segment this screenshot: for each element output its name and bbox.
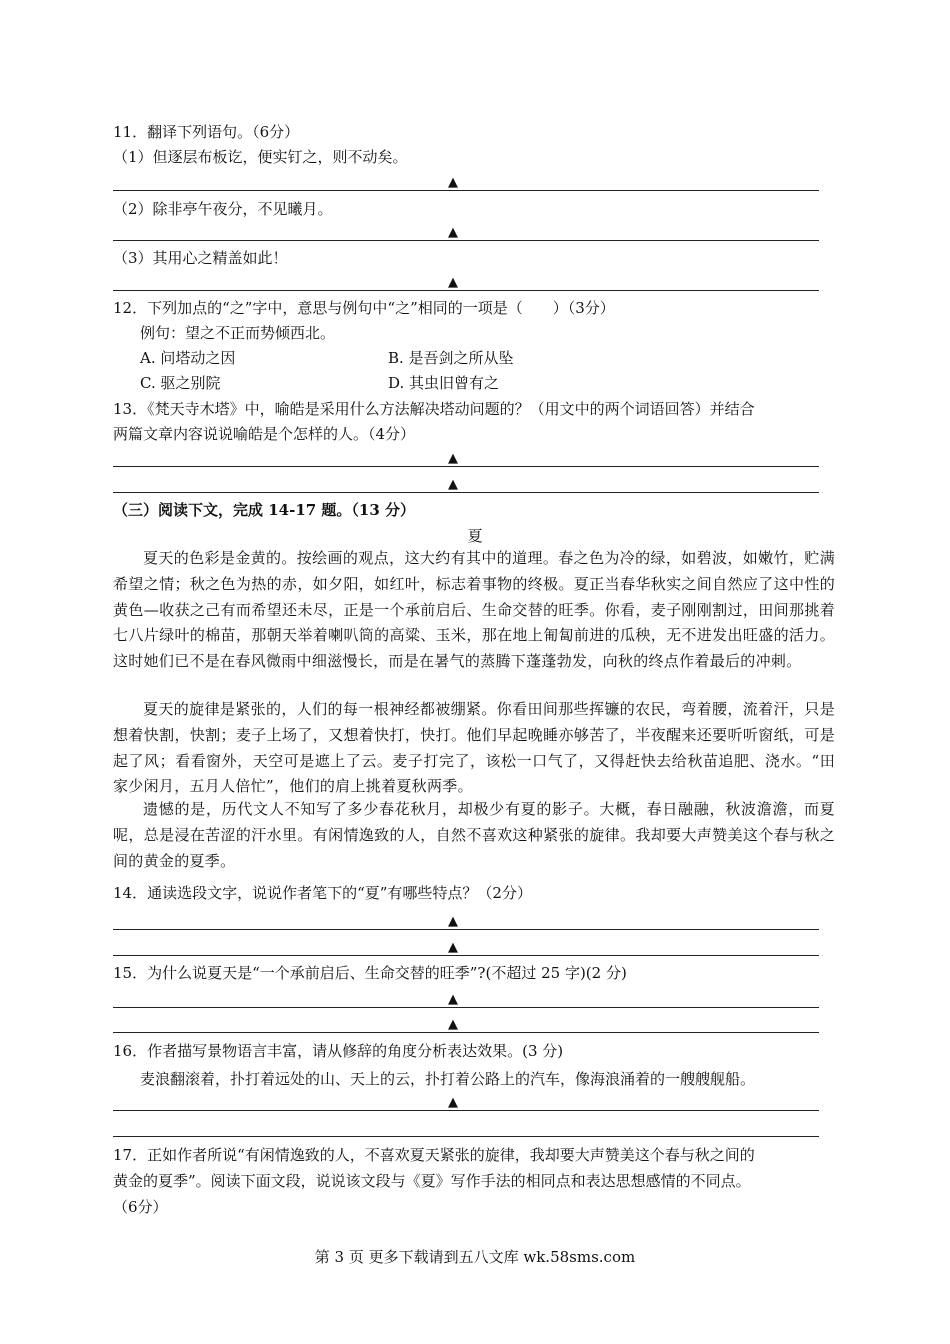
answer-mark: ▲ — [448, 477, 458, 492]
answer-line[interactable] — [113, 466, 819, 467]
q12-option-c: C. 驱之别院 — [140, 374, 221, 392]
essay-title: 夏 — [467, 527, 483, 545]
q12-option-d: D. 其虫旧曾有之 — [388, 374, 500, 392]
answer-line[interactable] — [113, 955, 819, 956]
essay-paragraph-3: 遗憾的是，历代文人不知写了多少春花秋月，却极少有夏的影子。大概，春日融融，秋波澹澹，而夏呢，总是浸在苦涩的汗水里。有闲情逸致的人，自然不喜欢这种紧张的旋律。我却要大声赞美这个春与秋之间的黄金的夏季。 — [113, 800, 835, 870]
q11-sentence-2: （2）除非亭午夜分，不见曦月。 — [113, 200, 333, 218]
q15-title: 15．为什么说夏天是“一个承前启后、生命交替的旺季”?(不超过 25 字)(2 分) — [113, 964, 627, 982]
q13-line-2: 两篇文章内容说说喻皓是个怎样的人。（4分） — [113, 425, 416, 443]
q16-title: 16．作者描写景物语言丰富，请从修辞的角度分析表达效果。(3 分) — [113, 1042, 564, 1060]
page-footer: 第 3 页 更多下载请到五八文库 wk.58sms.com — [314, 1248, 636, 1266]
q12-title: 12．下列加点的“之”字中，意思与例句中“之”相同的一项是（ ）（3分） — [113, 299, 615, 317]
answer-mark: ▲ — [448, 992, 458, 1007]
q12-option-b: B. 是吾剑之所从坠 — [388, 349, 514, 367]
answer-line[interactable] — [113, 240, 819, 241]
q12-example: 例句：望之不正而势倾西北。 — [140, 324, 336, 342]
answer-line[interactable] — [113, 1007, 819, 1008]
q17-line-1: 17．正如作者所说“有闲情逸致的人，不喜欢夏天紧张的旋律，我却要大声赞美这个春与秋之间的 — [113, 1146, 755, 1164]
answer-mark: ▲ — [448, 175, 458, 190]
essay-paragraph-2: 夏天的旋律是紧张的，人们的每一根神经都被绷紧。你看田间那些挥镰的农民，弯着腰，流着汗，只是想着快割，快割；麦子上场了，又想着快打，快打。他们早起晚睡亦够苦了，半夜醒来还要听听窗纸，可是起了风；看看窗外，天空可是遮上了云。麦子打完了，该松一口气了，又得赶快去给秋苗追肥、浇水。“田家少闲月，五月人倍忙”，他们的肩上挑着夏秋两季。 — [113, 700, 835, 796]
answer-line[interactable] — [113, 1110, 819, 1111]
answer-mark: ▲ — [448, 275, 458, 290]
q14-title: 14．通读选段文字，说说作者笔下的“夏”有哪些特点？（2分） — [113, 884, 532, 902]
section3-heading: （三）阅读下文，完成 14-17 题。（13 分） — [113, 501, 416, 519]
answer-mark: ▲ — [448, 1095, 458, 1110]
answer-mark: ▲ — [448, 1017, 458, 1032]
answer-mark: ▲ — [448, 914, 458, 929]
answer-line[interactable] — [113, 1032, 819, 1033]
answer-line[interactable] — [113, 290, 819, 291]
answer-mark: ▲ — [448, 940, 458, 955]
q11-sentence-3: （3）其用心之精盖如此！ — [113, 249, 288, 267]
q17-line-3: （6分） — [113, 1198, 168, 1216]
answer-line[interactable] — [113, 929, 819, 930]
answer-mark: ▲ — [448, 451, 458, 466]
essay-paragraph-1: 夏天的色彩是金黄的。按绘画的观点，这大约有其中的道理。春之色为冷的绿，如碧波，如嫩竹，贮满希望之情；秋之色为热的赤，如夕阳，如红叶，标志着事物的终极。夏正当春华秋实之间自然应了这中性的黄色—收获之己有而希望还未尽，正是一个承前启后、生命交替的旺季。你看，麦子刚刚割过，田间那挑着七八片绿叶的棉苗，那朝天举着喇叭筒的高粱、玉米，那在地上匍匐前进的瓜秧，无不进发出旺盛的活力。这时她们已不是在春风微雨中细滋慢长，而是在暑气的蒸腾下蓬蓬勃发，向秋的终点作着最后的冲刺。 — [113, 549, 835, 671]
answer-line[interactable] — [113, 492, 819, 493]
q11-title: 11．翻译下列语句。（6分） — [113, 123, 300, 141]
q11-sentence-1: （1）但逐层布板讫，便实钉之，则不动矣。 — [113, 148, 408, 166]
answer-line[interactable] — [113, 1136, 819, 1137]
q12-option-a: A. 问塔动之因 — [140, 349, 236, 367]
q16-quote: 麦浪翻滚着，扑打着远处的山、天上的云，扑打着公路上的汽车，像海浪涌着的一艘艘舰船。 — [140, 1070, 756, 1088]
q17-line-2: 黄金的夏季”。阅读下面文段，说说该文段与《夏》写作手法的相同点和表达思想感情的不同点。 — [113, 1172, 751, 1190]
answer-mark: ▲ — [448, 225, 458, 240]
q13-line-1: 13．《梵天寺木塔》中，喻皓是采用什么方法解决塔动问题的？（用文中的两个词语回答）并结合 — [113, 400, 755, 418]
answer-line[interactable] — [113, 190, 819, 191]
